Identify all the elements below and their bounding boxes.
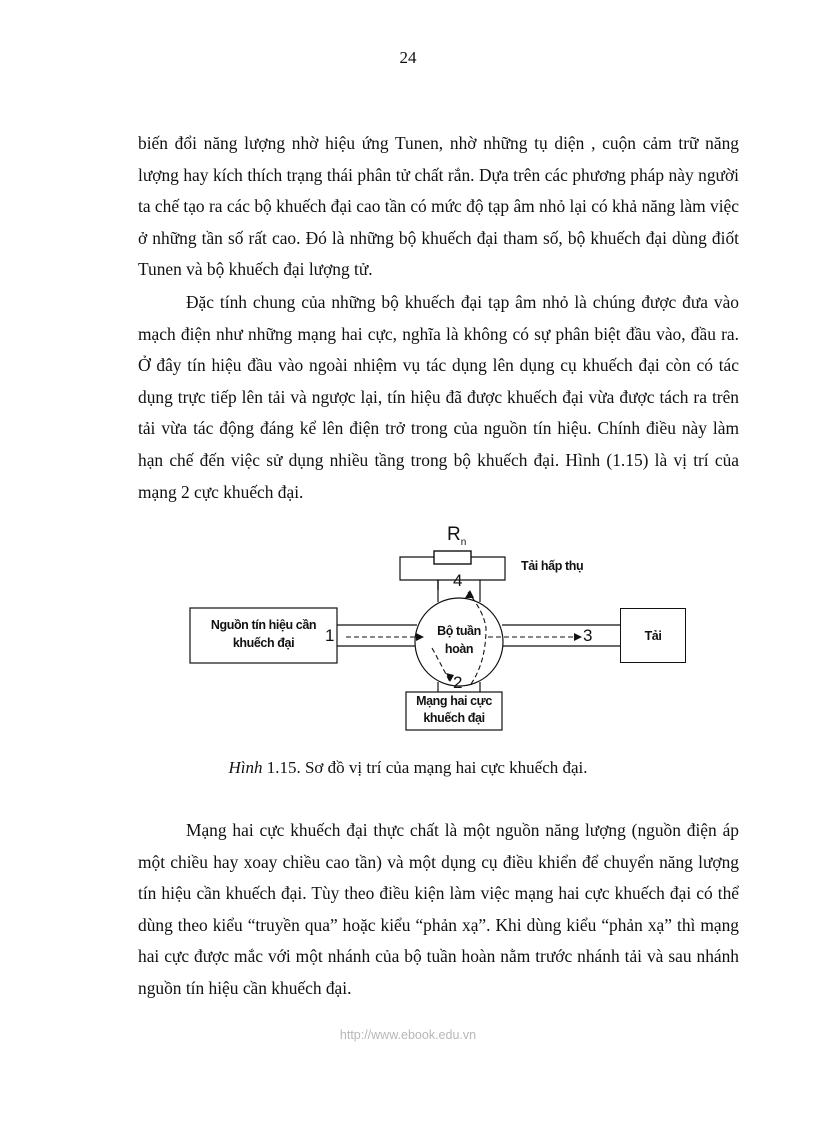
circulator-label [424, 622, 494, 658]
port-3-label: 3 [583, 626, 593, 645]
amplifier-line2: khuếch đại [423, 711, 485, 725]
port-1-label: 1 [325, 626, 335, 645]
footer-url: http://www.ebook.edu.vn [339, 1028, 477, 1042]
source-label-line1: Nguồn tín hiệu cần [210, 618, 317, 632]
page-number: 24 [399, 48, 417, 67]
resistor-symbol [434, 551, 471, 564]
paragraph-2: Đặc tính chung của những bộ khuếch đại tạp âm nhỏ là chúng được đưa vào mạch điện như những mạng hai cực, nghĩa là không có sự phân biệt đầu vào, đầu ra. Ở đây tín hiệu đầu vào ngoài nhiệm vụ tác dụng lên dụng cụ khuếch đại còn có tác dụng trực tiếp lên tải và ngược lại, tín hiệu đã được khuếch đại vừa được tách ra trên tải vừa tác động đáng kể lên điện trở trong của nguồn tín hiệu. Chính điều này làm hạn chế đến việc sử dụng nhiều tầng trong bộ khuếch đại. Hình (1.15) là vị trí của mạng 2 cực khuếch đại. [138, 292, 739, 502]
figure-circulator-diagram [188, 522, 628, 737]
caption-italic: Hình [228, 758, 263, 777]
resistor-subscript: n [460, 536, 467, 548]
resistor-label [447, 526, 466, 552]
port-2-label: 2 [453, 673, 463, 692]
circulator-line1: Bộ tuần [437, 624, 481, 638]
source-box-label [190, 616, 337, 652]
amplifier-line1: Mạng hai cực [416, 694, 492, 708]
resistor-letter: R [447, 524, 461, 545]
paragraph-1: biến đổi năng lượng nhờ hiệu ứng Tunen, nhờ những tụ diện , cuộn cảm trữ năng lượng hay kích thích trạng thái phân tử chất rắn. Dựa trên các phương pháp này người ta chế tạo ra các bộ khuếch đại cao tần có mức độ tạp âm nhỏ lại có khả năng làm việc ở những tần số rất cao. Đó là những bộ khuếch đại tham số, bộ khuếch đại dùng điốt Tunen và bộ khuếch đại lượng tử. [138, 133, 739, 280]
circulator-line2: hoàn [444, 642, 474, 656]
load-box-label: Tải [644, 629, 662, 643]
figure-caption [0, 758, 816, 778]
port-4-label: 4 [453, 571, 463, 590]
amplifier-box-label [406, 693, 502, 727]
source-label-line2: khuếch đại [232, 636, 295, 650]
load-box [620, 608, 686, 663]
resistor-loop-wire-left [400, 557, 438, 590]
absorber-label: Tải hấp thụ [521, 559, 584, 573]
paragraph-3: Mạng hai cực khuếch đại thực chất là một nguồn năng lượng (nguồn điện áp một chiều hay xoay chiều cao tần) và một dụng cụ điều khiển để chuyển năng lượng tín hiệu cần khuếch đại. Tùy theo điều kiện làm việc mạng hai cực khuếch đại có thể dùng theo kiểu “truyền qua” hoặc kiểu “phản xạ”. Khi dùng kiểu “phản xạ” thì mạng hai cực được mắc với một nhánh của bộ tuần hoàn nằm trước nhánh tải và sau nhánh nguồn tín hiệu cần khuếch đại. [138, 820, 739, 998]
caption-text: 1.15. Sơ đồ vị trí của mạng hai cực khuếch đại. [262, 758, 588, 777]
